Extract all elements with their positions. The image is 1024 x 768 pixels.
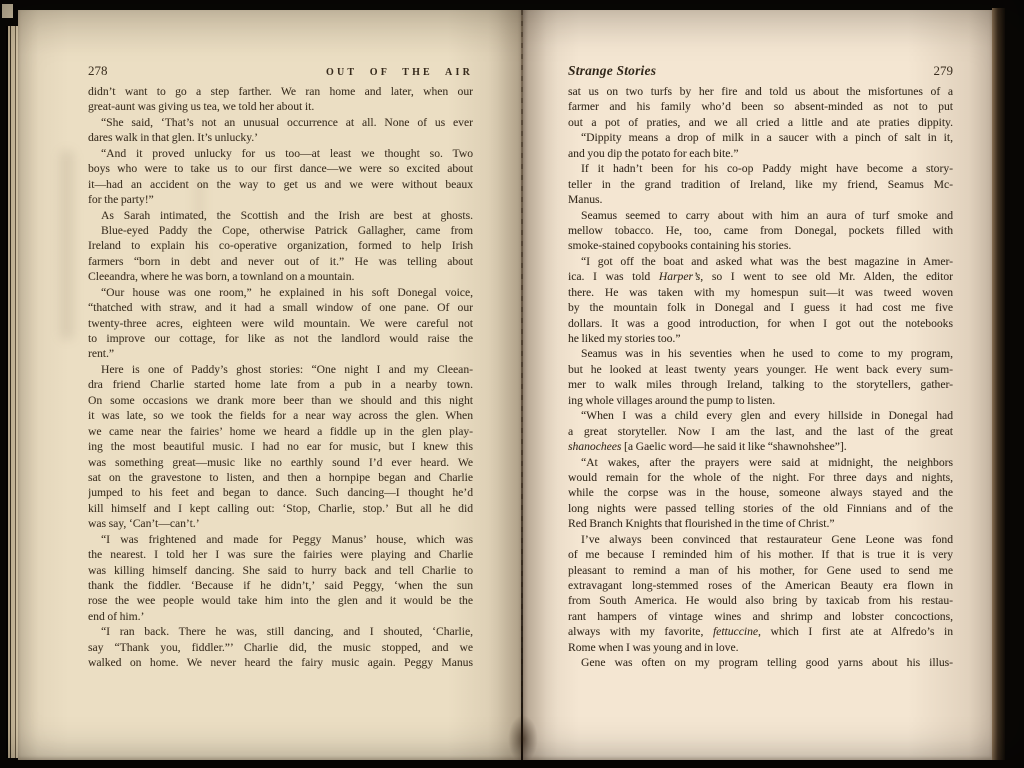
- text-line: sat on the gravestone to listen, and then a hornpipe began and Charlie: [88, 470, 473, 484]
- text-line: would remain for the whole of the night. For three days and nights,: [568, 470, 953, 484]
- text-line: great-aunt was giving us tea, we told her about it.: [88, 100, 315, 114]
- text-line: teller in the grand tradition of Ireland, like my friend, Seamus Mc-: [568, 177, 953, 191]
- text-line: walked on home. We never heard the fairy music again. Peggy Manus: [88, 656, 473, 670]
- text-line: a great storyteller. Now I am the last, and the last of the great: [568, 424, 953, 438]
- running-head-title: OUT OF THE AIR: [325, 67, 473, 78]
- gutter-ink-blot: [508, 715, 538, 763]
- text-line: shanochees [a Gaelic word—he said it like “shawnohshee”].: [568, 440, 847, 454]
- text-line: pleasant to remind a man of his mother, for Gene used to send me: [568, 563, 953, 577]
- text-line: of me because I reminded him of his mother. If that is true it is very: [568, 548, 953, 562]
- gutter-fold-line: [521, 10, 523, 760]
- text-line: “Our house was one room,” he explained in his soft Donegal voice,: [101, 285, 473, 299]
- text-line: Ireland to explain his co-operative organization, formed to help Irish: [88, 239, 473, 253]
- text-line: it—had an accident on the way to get us and we were without beaux: [88, 177, 473, 191]
- text-line: the nearest. I told her I was sure the fairies were playing and Charlie: [88, 548, 473, 562]
- right-page: [523, 10, 992, 760]
- right-page-edge: [992, 8, 1005, 760]
- text-line: ing whole villages around the pump to listen.: [568, 393, 776, 407]
- text-line: “Dippity means a drop of milk in a saucer with a pinch of salt in it,: [581, 131, 953, 145]
- text-line: jumped to his feet and began to dance. Such dancing—I thought he’d: [88, 486, 473, 500]
- text-line: dares walk in that glen. It’s unlucky.’: [88, 131, 259, 145]
- text-line: farmers “born in debt and never out of it.” He was telling about: [88, 254, 473, 268]
- running-head-left: [88, 63, 473, 79]
- text-line: rant hampers of vintage wines and shrimp and lobster concoctions,: [568, 609, 953, 623]
- left-page-body: [88, 84, 473, 671]
- text-line: Seamus was in his seventies when he used to come to my program,: [581, 347, 953, 361]
- text-line: dollars. It was a good introduction, for when I got out the notebooks: [568, 316, 953, 330]
- text-line: for the party!”: [88, 193, 154, 207]
- text-line: always with my favorite, fettuccine, which I first ate at Alfredo’s in: [568, 625, 953, 639]
- text-line: On some occasions we drank more beer than we should and this night: [88, 393, 473, 407]
- text-line: “I got off the boat and asked what was the best magazine in Amer-: [581, 254, 953, 268]
- text-line: Rome when I was young and in love.: [568, 640, 739, 654]
- text-line: didn’t want to go a step farther. We ran home and later, when our: [88, 85, 473, 98]
- text-line: there. He was taken with my homespun suit—it was tweed woven: [568, 285, 953, 299]
- text-line: was say, ‘Can’t—can’t.’: [88, 517, 200, 531]
- page-number: 278: [88, 63, 108, 78]
- text-line: rose the wee people would take him into the glen and it would be the: [88, 594, 473, 608]
- text-line: If it hadn’t been for his co-op Paddy might have become a story-: [581, 162, 953, 176]
- text-line: “I was frightened and made for Peggy Manus’ house, which was: [101, 532, 473, 546]
- text-line: “thatched with straw, and it had a small window of one pane. Of our: [88, 301, 473, 315]
- text-line: As Sarah intimated, the Scottish and the Irish are best at ghosts.: [101, 208, 473, 222]
- text-line: extravagant long-stemmed roses of the American Beauty era flown in: [568, 579, 953, 592]
- left-page: [18, 10, 523, 760]
- right-page-body: [568, 84, 953, 671]
- text-line: but he looked at least twenty years younger. He went back every sum-: [568, 362, 953, 376]
- text-line: long nights were passed telling stories of the old Finnians and of the: [568, 501, 953, 515]
- text-line: Red Branch Knights that flourished in the time of Christ.”: [568, 517, 835, 531]
- text-line: farmer and his family who’d been so absent-minded as not to put: [568, 100, 953, 114]
- text-line: kill himself and I kept calling out: ‘Stop, Charlie, stop.’ But all he did: [88, 501, 473, 515]
- text-line: “I ran back. There he was, still dancing, and I shouted, ‘Charlie,: [101, 625, 473, 639]
- text-line: while the corpse was in the house, someone always stayed and the: [568, 486, 953, 500]
- text-line: to improve our cottage, for like as not the landlord would raise the: [88, 332, 473, 345]
- text-line: Cleeandra, where he was born, a townland on a mountain.: [88, 270, 355, 284]
- text-line: thank the fiddler. ‘Because if he didn’t,’ said Peggy, ‘when the sun: [88, 579, 473, 592]
- text-line: I’ve always been convinced that restaurateur Gene Leone was fond: [581, 532, 953, 546]
- text-line: “And it proved unlucky for us too—at least we thought so. Two: [101, 146, 473, 160]
- text-line: Manus.: [568, 193, 603, 207]
- text-line: from South America. He would also bring by taxicab from his restau-: [568, 594, 953, 608]
- text-line: say “Thank you, fiddler.”’ Charlie did, the music stopped, and we: [88, 640, 473, 654]
- text-line: smoke-stained copybooks containing his stories.: [568, 239, 792, 253]
- text-line: “At wakes, after the prayers were said at midnight, the neighbors: [581, 455, 953, 469]
- text-line: was something great—music like no earthly sound I’d ever heard. We: [88, 455, 473, 469]
- text-line: by the mountain folk in Donegal and I guess it had cost me five: [568, 301, 953, 315]
- text-line: twenty-three acres, eighteen were wild mountain. We were careful not: [88, 316, 473, 330]
- text-line: he liked my stories too.”: [568, 332, 681, 345]
- text-line: Blue-eyed Paddy the Cope, otherwise Patrick Gallagher, came from: [101, 223, 473, 237]
- running-head-title: Strange Stories: [568, 63, 657, 78]
- text-line: ing the most beautiful music. I had no ear for music, but I knew this: [88, 440, 473, 454]
- page-number: 279: [933, 63, 953, 78]
- text-line: it was late, so we took the fields for a near way across the glen. When: [88, 409, 473, 423]
- text-line: was killing himself dancing. She said to hurry back and tell Charlie to: [88, 563, 473, 577]
- text-line: sat us on two turfs by her fire and told us about the misfortunes of a: [568, 85, 953, 98]
- page-corner-edge: [2, 4, 13, 18]
- text-line: end of him.’: [88, 609, 145, 623]
- text-line: out a pot of praties, and we all cried a little and ate praties dippity.: [568, 115, 953, 129]
- running-head-right: [568, 63, 953, 79]
- text-line: we came near the fairies’ home we heard a fiddle up in the glen play-: [88, 424, 473, 438]
- text-line: rent.”: [88, 347, 115, 361]
- text-line: and you dip the potato for each bite.”: [568, 146, 739, 160]
- text-line: mellow tobacco. He, too, came from Donegal, pockets filled with: [568, 223, 953, 237]
- text-line: boys who were to take us to our first dance—we were so excited about: [88, 162, 473, 176]
- text-line: ica. I was told Harper’s, so I went to see old Mr. Alden, the editor: [568, 270, 953, 284]
- text-line: “She said, ‘That’s not an unusual occurrence at all. None of us ever: [101, 115, 473, 129]
- text-line: Here is one of Paddy’s ghost stories: “One night I and my Cleean-: [101, 362, 473, 376]
- text-line: Seamus seemed to carry about with him an aura of turf smoke and: [581, 208, 953, 222]
- text-line: “When I was a child every glen and every hillside in Donegal had: [581, 409, 953, 423]
- text-line: dra friend Charlie started home late from a pub in a nearby town.: [88, 378, 473, 392]
- text-line: mer to walk miles through Ireland, talking to the storytellers, gather-: [568, 378, 953, 392]
- text-line: Gene was often on my program telling good yarns about his illus-: [581, 656, 953, 670]
